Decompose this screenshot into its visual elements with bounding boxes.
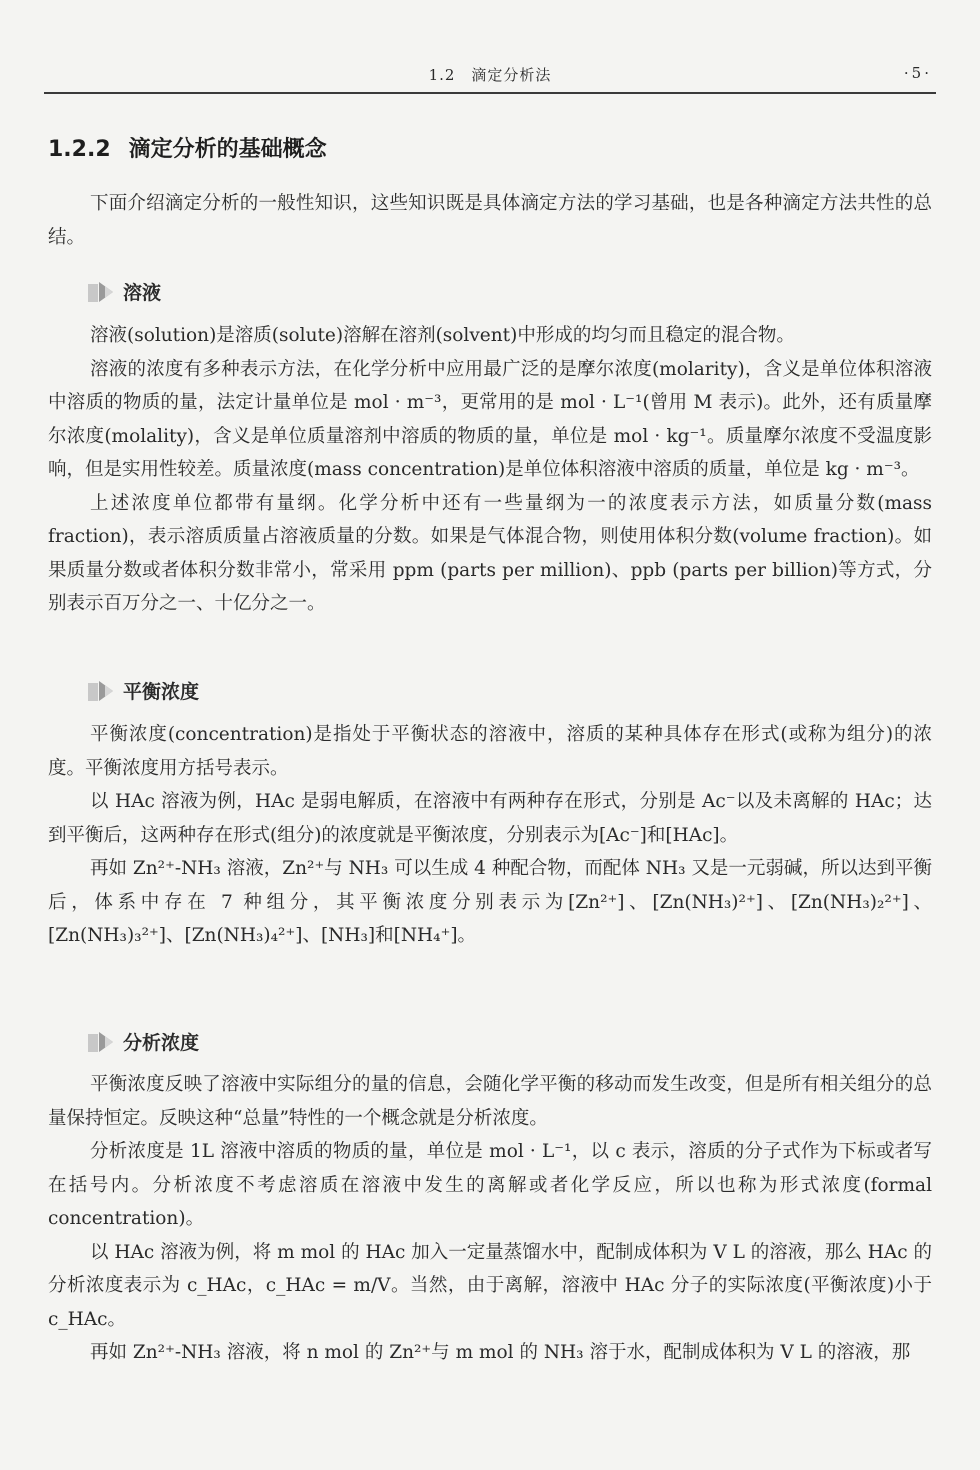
triangle-bullet-icon (88, 284, 98, 302)
section-heading (48, 132, 327, 163)
running-header (44, 62, 936, 94)
subheading-analytical (88, 1028, 199, 1055)
paragraph: 再如 Zn²⁺-NH₃ 溶液，将 n mol 的 Zn²⁺与 m mol 的 NH₃ 溶于水，配制成体积为 V L 的溶液，那 (90, 1342, 911, 1363)
analytical-paragraphs (48, 1068, 932, 1370)
subheading-label: 平衡浓度 (123, 681, 200, 703)
paragraph: 分析浓度是 1L 溶液中溶质的物质的量，单位是 mol · L⁻¹，以 c 表示，溶质的分子式作为下标或者写在括号内。分析浓度不考虑溶质在溶液中发生的离解或者化学反应，所以也称为形式浓度(formal concentration)。 (48, 1141, 932, 1229)
header-page-number: ·5· (903, 64, 932, 82)
triangle-bullet-icon (99, 1032, 113, 1052)
paragraph: 平衡浓度反映了溶液中实际组分的量的信息，会随化学平衡的移动而发生改变，但是所有相关组分的总量保持恒定。反映这种“总量”特性的一个概念就是分析浓度。 (48, 1074, 932, 1129)
paragraph: 以 HAc 溶液为例，HAc 是弱电解质，在溶液中有两种存在形式，分别是 Ac⁻以及未离解的 HAc；达到平衡后，这两种存在形式(组分)的浓度就是平衡浓度，分别表示为[Ac⁻]和[HAc]。 (48, 791, 932, 846)
paragraph: 平衡浓度(concentration)是指处于平衡状态的溶液中，溶质的某种具体存在形式(或称为组分)的浓度。平衡浓度用方括号表示。 (48, 724, 932, 779)
paragraph: 以 HAc 溶液为例，将 m mol 的 HAc 加入一定量蒸馏水中，配制成体积为 V L 的溶液，那么 HAc 的分析浓度表示为 c_HAc，c_HAc = m/V。当然，由于离解，溶液中 HAc 分子的实际浓度(平衡浓度)小于 c_HAc。 (48, 1241, 932, 1330)
triangle-bullet-icon (99, 681, 113, 701)
triangle-bullet-icon (99, 282, 113, 302)
paragraph: 溶液的浓度有多种表示方法，在化学分析中应用最广泛的是摩尔浓度(molarity)，含义是单位体积溶液中溶质的物质的量，法定计量单位是 mol · m⁻³，更常用的是 mol · L⁻¹(曾用 M 表示)。此外，还有质量摩尔浓度(molality)，含义是单位质量溶剂中溶质的物质的量，单位是 mol · kg⁻¹。质量摩尔浓度不受温度影响，但是实用性较差。质量浓度(mass concentration)是单位体积溶液中溶质的质量，单位是 kg · m⁻³。 (48, 358, 932, 480)
section-title: 滴定分析的基础概念 (128, 137, 327, 162)
triangle-bullet-icon (88, 1034, 98, 1052)
paragraph: 溶液(solution)是溶质(solute)溶解在溶剂(solvent)中形成的均匀而且稳定的混合物。 (90, 325, 795, 346)
header-section-title: 1.2 滴定分析法 (428, 66, 552, 84)
subheading-equilibrium (88, 677, 199, 704)
triangle-bullet-icon (88, 683, 98, 701)
section-number: 1.2.2 (48, 137, 111, 162)
solution-paragraphs (48, 319, 932, 621)
equilibrium-paragraphs (48, 718, 932, 953)
paragraph: 再如 Zn²⁺-NH₃ 溶液，Zn²⁺与 NH₃ 可以生成 4 种配合物，而配体 NH₃ 又是一元弱碱，所以达到平衡后，体系中存在 7 种组分，其平衡浓度分别表示为[Zn²⁺]、[Zn(NH₃)²⁺]、[Zn(NH₃)₂²⁺]、[Zn(NH₃)₃²⁺]、[Zn(NH₃)₄²⁺]、[NH₃]和[NH₄⁺]。 (48, 858, 932, 946)
intro-paragraph-block (48, 187, 932, 254)
subheading-solution (88, 278, 161, 305)
intro-paragraph: 下面介绍滴定分析的一般性知识，这些知识既是具体滴定方法的学习基础，也是各种滴定方法共性的总结。 (48, 193, 932, 248)
paragraph: 上述浓度单位都带有量纲。化学分析中还有一些量纲为一的浓度表示方法，如质量分数(mass fraction)，表示溶质质量占溶液质量的分数。如果是气体混合物，则使用体积分数(volume fraction)。如果质量分数或者体积分数非常小，常采用 ppm (parts per million)、ppb (parts per billion)等方式，分别表示百万分之一、十亿分之一。 (48, 492, 932, 614)
subheading-label: 分析浓度 (123, 1032, 200, 1054)
subheading-label: 溶液 (123, 282, 162, 304)
